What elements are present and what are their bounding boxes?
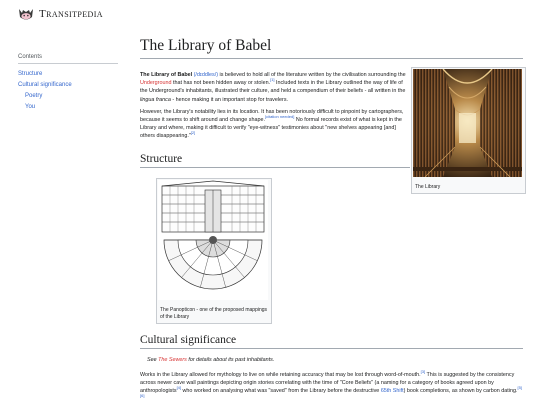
toc-item-cultural-significance[interactable]: Cultural significance (18, 82, 72, 88)
pronunciation-link[interactable]: (/dɪddles/) (193, 72, 219, 78)
ref-5-6-link[interactable]: [5][6] (140, 385, 522, 399)
ref-4-link[interactable]: [4] (176, 385, 182, 391)
toc-item-you[interactable]: You (25, 104, 36, 110)
panopticon-figure (156, 178, 272, 324)
site-logo[interactable] (18, 7, 103, 21)
ref-1-link[interactable]: [1] (270, 77, 275, 83)
structure-heading: Structure (140, 153, 410, 168)
panopticon-caption: The Panopticon - one of the proposed mappings of the Library (160, 307, 268, 320)
intro-bold-term: The Library of Babel (140, 72, 193, 78)
site-name: Transitpedia (39, 8, 103, 20)
library-image[interactable] (413, 69, 522, 177)
intro-paragraph: The Library of Babel (/dɪddles/) is believed to hold all of the literature written by the civilisation surrounding the Underground that has not been hidden away or stolen.[1] Included texts in the Library outlined the way of life of the Underground's inhabitants, illustrated their culture, and held a compendium of their beliefs - all written in the lingua franca - hence making it an important stop for travelers. (140, 72, 406, 103)
location-paragraph: However, the Library's notability lies in its location. It has been notoriously difficult to pinpoint by cartographers, because it seems to shift around and change shape.[citation needed] No formal records exist of what is kept in the Library and where, making it difficult to verify "eye-witness" testimonies about "new shelves appearing [and] others disappearing."[2] (140, 108, 404, 140)
toc-item-structure[interactable]: Structure (18, 71, 43, 77)
65th-shift-link[interactable]: 65th Shift (380, 388, 404, 395)
infobox (411, 67, 526, 194)
page-title: The Library of Babel (140, 37, 523, 59)
table-of-contents (18, 54, 118, 113)
cat-logo-icon (18, 7, 34, 21)
ref-2-link[interactable]: [2] (190, 130, 196, 136)
toc-item-poetry[interactable]: Poetry (25, 93, 43, 99)
underground-link[interactable]: Underground (140, 80, 172, 87)
panopticon-image[interactable] (158, 180, 268, 300)
infobox-caption: The Library (415, 184, 441, 190)
sewers-link[interactable]: The Sewers (158, 356, 187, 363)
cultural-significance-heading: Cultural significance (140, 334, 523, 349)
hatnote: See The Sewers for details about its past inhabitants. (147, 356, 275, 363)
cultural-paragraph: Works in the Library allowed for mythology to live on while retaining accuracy that may be lost through word-of-mouth.[3] This is suggested by the consistency across newer cave wall paintings depicting origin stories correlating with the time of "Core Beliefs" (a naming for a category of books agreed upon by anthropologists[4] who worked on analysing what was "saved" from the Library before the destructive 65th Shift) book completions, as shown by carbon dating.[5][6] (140, 368, 522, 399)
ref-3-link[interactable]: [3] (420, 368, 426, 374)
citation-needed-link[interactable]: [citation needed] (264, 114, 295, 120)
toc-title: Contents (18, 54, 118, 64)
